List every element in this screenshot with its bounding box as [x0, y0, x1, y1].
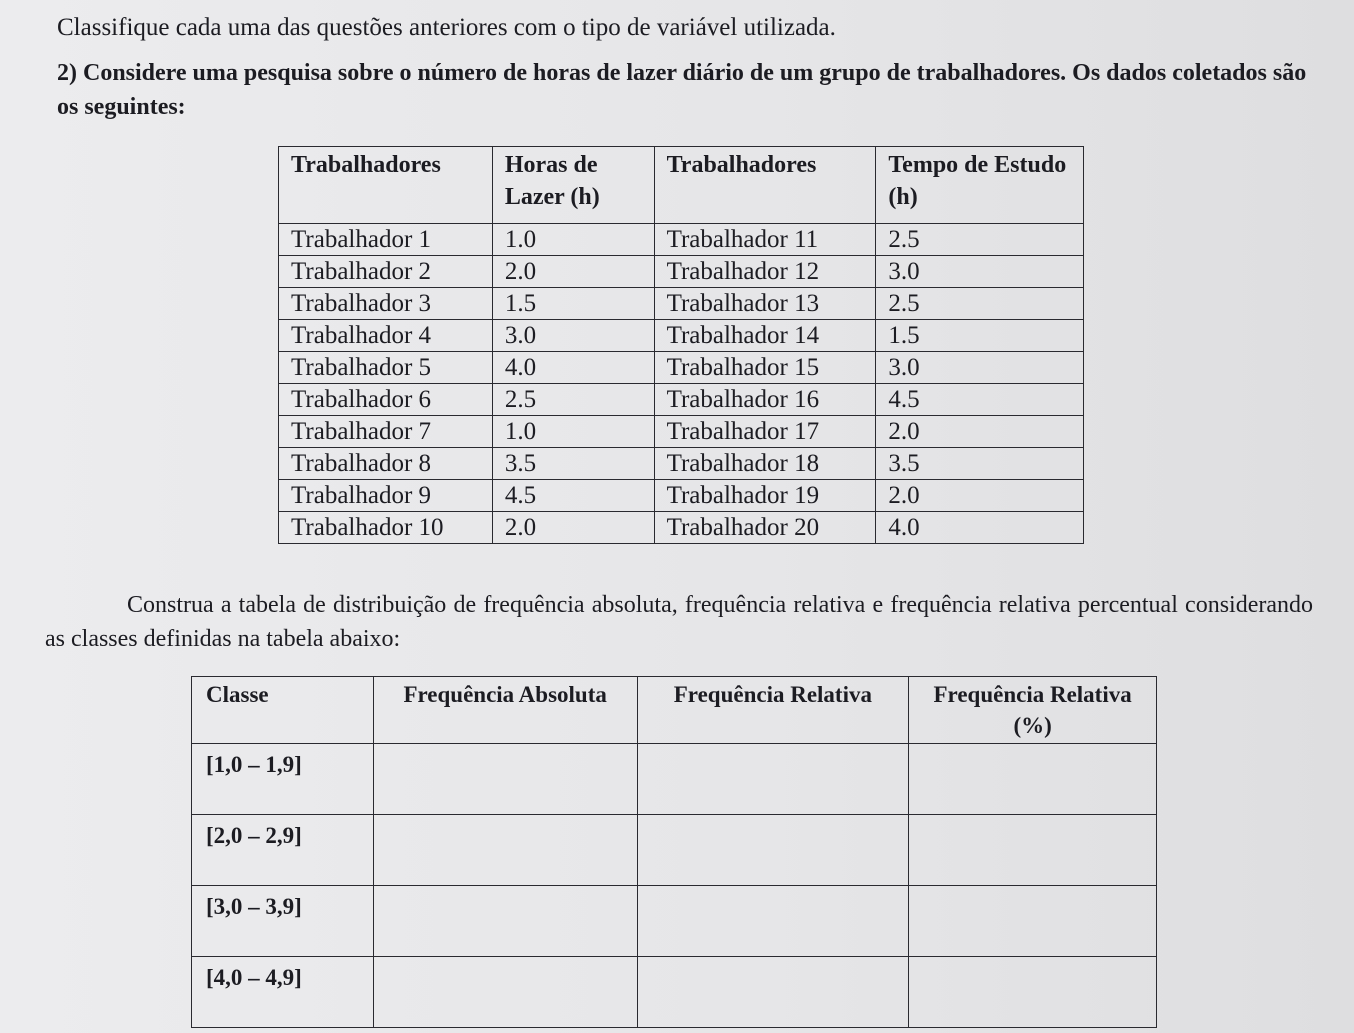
header-study-time: Tempo de Estudo (h)	[876, 147, 1084, 224]
worker-name-cell: Trabalhador 6	[279, 384, 493, 416]
frequency-table-body	[192, 744, 1157, 1028]
worker-name-cell: Trabalhador 5	[279, 352, 493, 384]
header-leisure-hours: Horas de Lazer (h)	[492, 147, 654, 224]
study-time-cell: 4.5	[876, 384, 1084, 416]
worker-name-cell: Trabalhador 17	[654, 416, 876, 448]
relative-frequency-cell[interactable]	[637, 886, 909, 957]
relative-frequency-cell[interactable]	[637, 815, 909, 886]
instruction-text: Construa a tabela de distribuição de frequência absoluta, frequência relativa e frequência relativa percentual considerando as classes definidas na tabela abaixo:	[45, 592, 1313, 652]
relative-frequency-cell[interactable]	[637, 957, 909, 1028]
study-time-cell: 2.5	[876, 288, 1084, 320]
relative-frequency-percent-cell[interactable]	[909, 815, 1157, 886]
leisure-hours-cell: 3.0	[492, 320, 654, 352]
table-row	[279, 448, 1084, 480]
data-table-body	[279, 224, 1084, 544]
absolute-frequency-cell[interactable]	[373, 886, 637, 957]
class-interval-cell: [3,0 – 3,9]	[192, 886, 374, 957]
absolute-frequency-cell[interactable]	[373, 957, 637, 1028]
study-time-cell: 3.0	[876, 256, 1084, 288]
worker-name-cell: Trabalhador 12	[654, 256, 876, 288]
table-row	[192, 957, 1157, 1028]
worker-name-cell: Trabalhador 2	[279, 256, 493, 288]
leisure-hours-cell: 2.0	[492, 512, 654, 544]
leisure-hours-cell: 1.5	[492, 288, 654, 320]
table-row	[279, 288, 1084, 320]
study-time-cell: 4.0	[876, 512, 1084, 544]
class-interval-cell: [1,0 – 1,9]	[192, 744, 374, 815]
study-time-cell: 3.0	[876, 352, 1084, 384]
data-table-header-row	[279, 147, 1084, 224]
worker-name-cell: Trabalhador 20	[654, 512, 876, 544]
table-row	[279, 480, 1084, 512]
worker-name-cell: Trabalhador 7	[279, 416, 493, 448]
worker-name-cell: Trabalhador 1	[279, 224, 493, 256]
study-time-cell: 1.5	[876, 320, 1084, 352]
table-row	[192, 744, 1157, 815]
question-2-text: 2) Considere uma pesquisa sobre o número de horas de lazer diário de um grupo de trabalhadores. Os dados coletados são os seguintes:	[57, 60, 1307, 120]
study-time-cell: 2.0	[876, 416, 1084, 448]
leisure-hours-cell: 1.0	[492, 224, 654, 256]
absolute-frequency-cell[interactable]	[373, 744, 637, 815]
table-row	[279, 224, 1084, 256]
worker-name-cell: Trabalhador 16	[654, 384, 876, 416]
study-time-cell: 3.5	[876, 448, 1084, 480]
table-row	[279, 352, 1084, 384]
worker-name-cell: Trabalhador 8	[279, 448, 493, 480]
table-row	[192, 886, 1157, 957]
relative-frequency-cell[interactable]	[637, 744, 909, 815]
header-relative-frequency: Frequência Relativa	[637, 677, 909, 744]
worker-name-cell: Trabalhador 3	[279, 288, 493, 320]
worker-name-cell: Trabalhador 18	[654, 448, 876, 480]
worker-name-cell: Trabalhador 10	[279, 512, 493, 544]
relative-frequency-percent-cell[interactable]	[909, 886, 1157, 957]
class-interval-cell: [4,0 – 4,9]	[192, 957, 374, 1028]
header-relative-frequency-percent: Frequência Relativa (%)	[909, 677, 1157, 744]
leisure-hours-cell: 4.5	[492, 480, 654, 512]
table-row	[279, 256, 1084, 288]
worker-name-cell: Trabalhador 14	[654, 320, 876, 352]
worker-name-cell: Trabalhador 4	[279, 320, 493, 352]
header-workers-2: Trabalhadores	[654, 147, 876, 224]
frequency-table-header-row	[192, 677, 1157, 744]
table-row	[279, 416, 1084, 448]
header-workers-1: Trabalhadores	[279, 147, 493, 224]
worker-name-cell: Trabalhador 15	[654, 352, 876, 384]
leisure-hours-cell: 4.0	[492, 352, 654, 384]
leisure-hours-cell: 2.5	[492, 384, 654, 416]
study-time-cell: 2.5	[876, 224, 1084, 256]
frequency-table	[191, 676, 1157, 1028]
header-class: Classe	[192, 677, 374, 744]
table-row	[192, 815, 1157, 886]
worker-data-table	[278, 146, 1084, 544]
leisure-hours-cell: 3.5	[492, 448, 654, 480]
worker-name-cell: Trabalhador 11	[654, 224, 876, 256]
class-interval-cell: [2,0 – 2,9]	[192, 815, 374, 886]
absolute-frequency-cell[interactable]	[373, 815, 637, 886]
worker-name-cell: Trabalhador 19	[654, 480, 876, 512]
worker-name-cell: Trabalhador 9	[279, 480, 493, 512]
leisure-hours-cell: 1.0	[492, 416, 654, 448]
worker-name-cell: Trabalhador 13	[654, 288, 876, 320]
study-time-cell: 2.0	[876, 480, 1084, 512]
relative-frequency-percent-cell[interactable]	[909, 957, 1157, 1028]
table-row	[279, 512, 1084, 544]
header-absolute-frequency: Frequência Absoluta	[373, 677, 637, 744]
relative-frequency-percent-cell[interactable]	[909, 744, 1157, 815]
leisure-hours-cell: 2.0	[492, 256, 654, 288]
table-row	[279, 384, 1084, 416]
table-row	[279, 320, 1084, 352]
intro-text: Classifique cada uma das questões anteriores com o tipo de variável utilizada.	[57, 14, 836, 41]
